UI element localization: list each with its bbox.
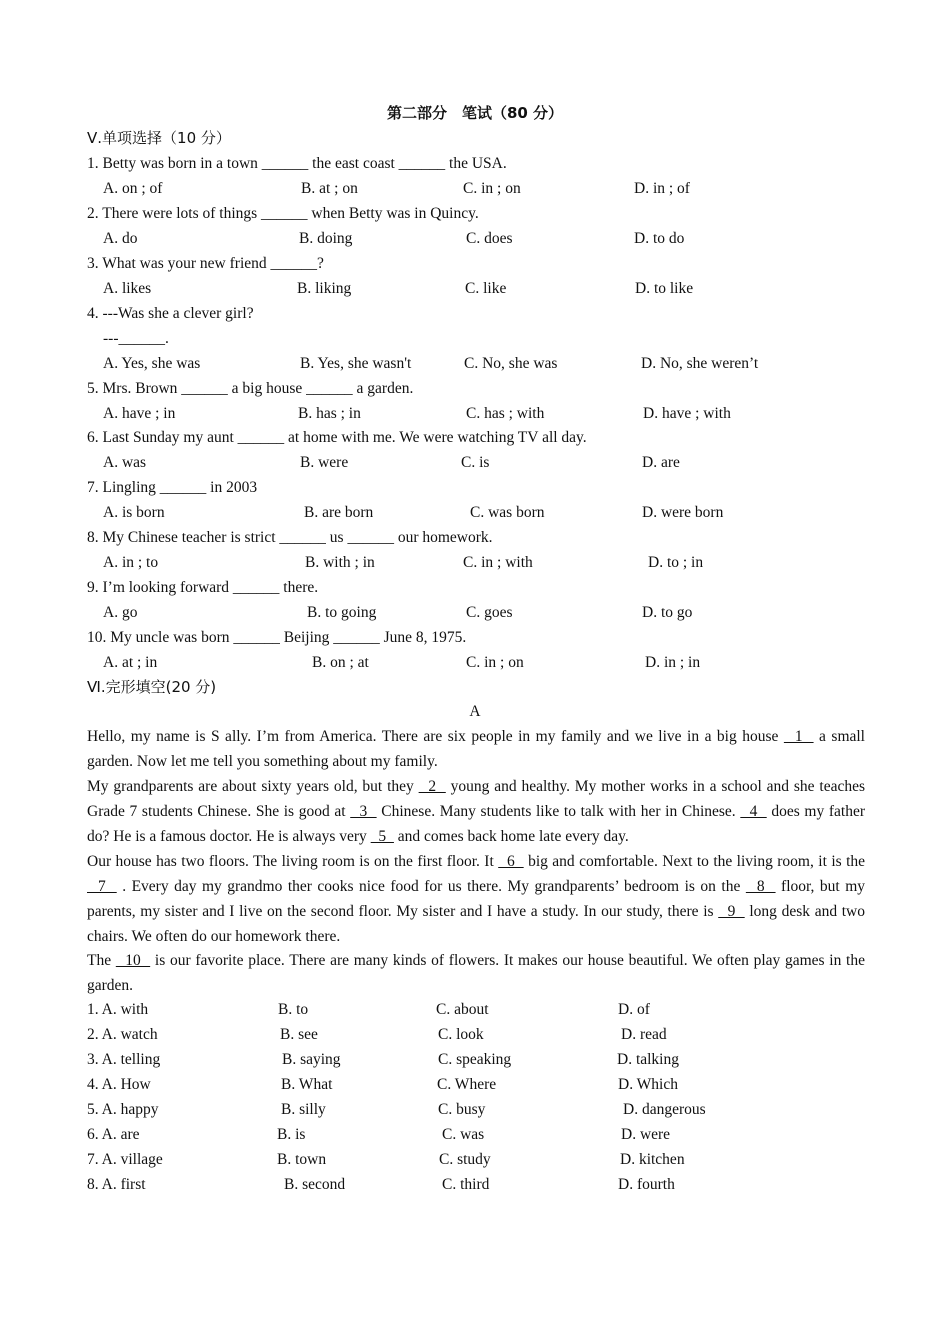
q8-option-a: A. in ; to xyxy=(103,554,159,571)
cloze-8-option-d: D. fourth xyxy=(618,1176,675,1193)
passage-paragraph-4: The 10 is our favorite place. There are many kinds of flowers. It makes our house beautiful. We often play games in the garden. xyxy=(87,952,865,994)
cloze-4-option-c: C. Where xyxy=(437,1076,497,1093)
q9-option-a: A. go xyxy=(103,604,138,621)
cloze-1-option-c: C. about xyxy=(436,1001,489,1018)
q5-option-a: A. have ; in xyxy=(103,405,176,422)
cloze-3-option-a: 3. A. telling xyxy=(87,1051,161,1068)
cloze-3-option-b: B. saying xyxy=(282,1051,341,1068)
cloze-7-option-c: C. study xyxy=(439,1151,491,1168)
q3-option-a: A. likes xyxy=(103,280,152,297)
q6-option-d: D. are xyxy=(642,454,680,471)
q8-option-b: B. with ; in xyxy=(305,554,375,571)
q7-option-b: B. are born xyxy=(304,504,374,521)
q1-option-c: C. in ; on xyxy=(463,180,521,197)
q2-option-d: D. to do xyxy=(634,230,685,247)
blank-1: 1 xyxy=(783,728,814,745)
q6-option-c: C. is xyxy=(461,454,490,471)
passage-label: A xyxy=(469,703,481,720)
cloze-7-option-a: 7. A. village xyxy=(87,1151,163,1168)
cloze-6-option-d: D. were xyxy=(621,1126,671,1143)
q10-option-d: D. in ; in xyxy=(645,654,701,671)
question-6: 6. Last Sunday my aunt ______ at home with me. We were watching TV all day. xyxy=(87,429,587,446)
question-7: 7. Lingling ______ in 2003 xyxy=(87,479,258,496)
q7-option-d: D. were born xyxy=(642,504,724,521)
section6-heading: Ⅵ.完形填空(20 分) xyxy=(87,678,217,696)
cloze-5-option-a: 5. A. happy xyxy=(87,1101,159,1118)
cloze-7-option-d: D. kitchen xyxy=(620,1151,685,1168)
cloze-2-option-b: B. see xyxy=(280,1026,318,1043)
question-3: 3. What was your new friend ______? xyxy=(87,255,324,272)
cloze-1-option-d: D. of xyxy=(618,1001,650,1018)
q10-option-b: B. on ; at xyxy=(312,654,369,671)
q1-option-d: D. in ; of xyxy=(634,180,690,197)
q4-option-c: C. No, she was xyxy=(464,355,558,372)
q1-option-a: A. on ; of xyxy=(103,180,163,197)
cloze-3-option-d: D. talking xyxy=(617,1051,679,1068)
q3-option-c: C. like xyxy=(465,280,507,297)
q9-option-b: B. to going xyxy=(307,604,377,621)
question-8: 8. My Chinese teacher is strict ______ us ______ our homework. xyxy=(87,529,493,546)
q8-option-d: D. to ; in xyxy=(648,554,704,571)
question-9: 9. I’m looking forward ______ there. xyxy=(87,579,319,596)
cloze-4-option-a: 4. A. How xyxy=(87,1076,151,1093)
cloze-1-option-a: 1. A. with xyxy=(87,1001,149,1018)
question-10: 10. My uncle was born ______ Beijing ______ June 8, 1975. xyxy=(87,629,467,646)
cloze-5-option-d: D. dangerous xyxy=(623,1101,706,1118)
blank-7: 7 xyxy=(87,878,117,895)
cloze-6-option-c: C. was xyxy=(442,1126,485,1143)
cloze-8-option-a: 8. A. first xyxy=(87,1176,146,1193)
blank-3: 3 xyxy=(350,803,377,820)
q5-option-d: D. have ; with xyxy=(643,405,731,422)
cloze-4-option-d: D. Which xyxy=(618,1076,678,1093)
blank-9: 9 xyxy=(718,903,745,920)
q6-option-b: B. were xyxy=(300,454,349,471)
blank-8: 8 xyxy=(745,878,776,895)
blank-5: 5 xyxy=(370,828,394,845)
question-4-answer-line: ---______. xyxy=(103,330,169,347)
cloze-7-option-b: B. town xyxy=(277,1151,327,1168)
cloze-2-option-d: D. read xyxy=(621,1026,667,1043)
q7-option-c: C. was born xyxy=(470,504,545,521)
blank-2: 2 xyxy=(418,778,446,795)
q6-option-a: A. was xyxy=(103,454,147,471)
q5-option-c: C. has ; with xyxy=(466,405,545,422)
q10-option-c: C. in ; on xyxy=(466,654,524,671)
q3-option-b: B. liking xyxy=(297,280,352,297)
blank-10: 10 xyxy=(115,952,151,969)
section5-heading: Ⅴ.单项选择（10 分） xyxy=(87,129,231,147)
passage-paragraph-3: Our house has two floors. The living room is on the first floor. It 6 big and comfortable. Next to the living room, it is the 7 . Every day my grandmo ther cooks nice food for us there. My grandparents’ bedroom is on the 8 floor, but my parents, my sister and I live on the second floor. My sister and I have a study. In our study, there is 9 long desk and two chairs. We often do our homework there. xyxy=(87,853,866,945)
question-2: 2. There were lots of things ______ when Betty was in Quincy. xyxy=(87,205,479,222)
passage-paragraph-2: My grandparents are about sixty years old, but they 2 young and healthy. My mother works in a school and she teaches Grade 7 students Chinese. She is good at 3 Chinese. Many students like to talk with her in Chinese. 4 does my father do? He is a famous doctor. He is always very 5 and comes back home late every day. xyxy=(87,778,866,845)
question-4: 4. ---Was she a clever girl? xyxy=(87,305,254,322)
cloze-6-option-a: 6. A. are xyxy=(87,1126,140,1143)
q4-option-d: D. No, she weren’t xyxy=(641,355,759,372)
cloze-2-option-c: C. look xyxy=(438,1026,484,1043)
cloze-8-option-b: B. second xyxy=(284,1176,346,1193)
q7-option-a: A. is born xyxy=(103,504,165,521)
q4-option-b: B. Yes, she wasn't xyxy=(300,355,412,372)
q10-option-a: A. at ; in xyxy=(103,654,158,671)
q2-option-b: B. doing xyxy=(299,230,353,247)
cloze-2-option-a: 2. A. watch xyxy=(87,1026,158,1043)
part-title: 第二部分 笔试（80 分） xyxy=(386,104,564,122)
q8-option-c: C. in ; with xyxy=(463,554,533,571)
cloze-4-option-b: B. What xyxy=(281,1076,333,1093)
q3-option-d: D. to like xyxy=(635,280,694,297)
question-5: 5. Mrs. Brown ______ a big house ______ a garden. xyxy=(87,380,414,397)
q9-option-d: D. to go xyxy=(642,604,693,621)
blank-4: 4 xyxy=(740,803,767,820)
cloze-3-option-c: C. speaking xyxy=(438,1051,512,1068)
cloze-6-option-b: B. is xyxy=(277,1126,306,1143)
q4-option-a: A. Yes, she was xyxy=(103,355,201,372)
q1-option-b: B. at ; on xyxy=(301,180,358,197)
blank-6: 6 xyxy=(498,853,524,870)
question-1: 1. Betty was born in a town ______ the east coast ______ the USA. xyxy=(87,155,507,172)
q5-option-b: B. has ; in xyxy=(298,405,361,422)
cloze-1-option-b: B. to xyxy=(278,1001,309,1018)
q2-option-a: A. do xyxy=(103,230,138,247)
passage-paragraph-1: Hello, my name is S ally. I’m from America. There are six people in my family and we live in a big house 1 a small garden. Now let me tell you something about my family. xyxy=(87,728,865,770)
cloze-5-option-b: B. silly xyxy=(281,1101,326,1118)
q9-option-c: C. goes xyxy=(466,604,513,621)
cloze-8-option-c: C. third xyxy=(442,1176,490,1193)
cloze-5-option-c: C. busy xyxy=(438,1101,486,1118)
q2-option-c: C. does xyxy=(466,230,513,247)
